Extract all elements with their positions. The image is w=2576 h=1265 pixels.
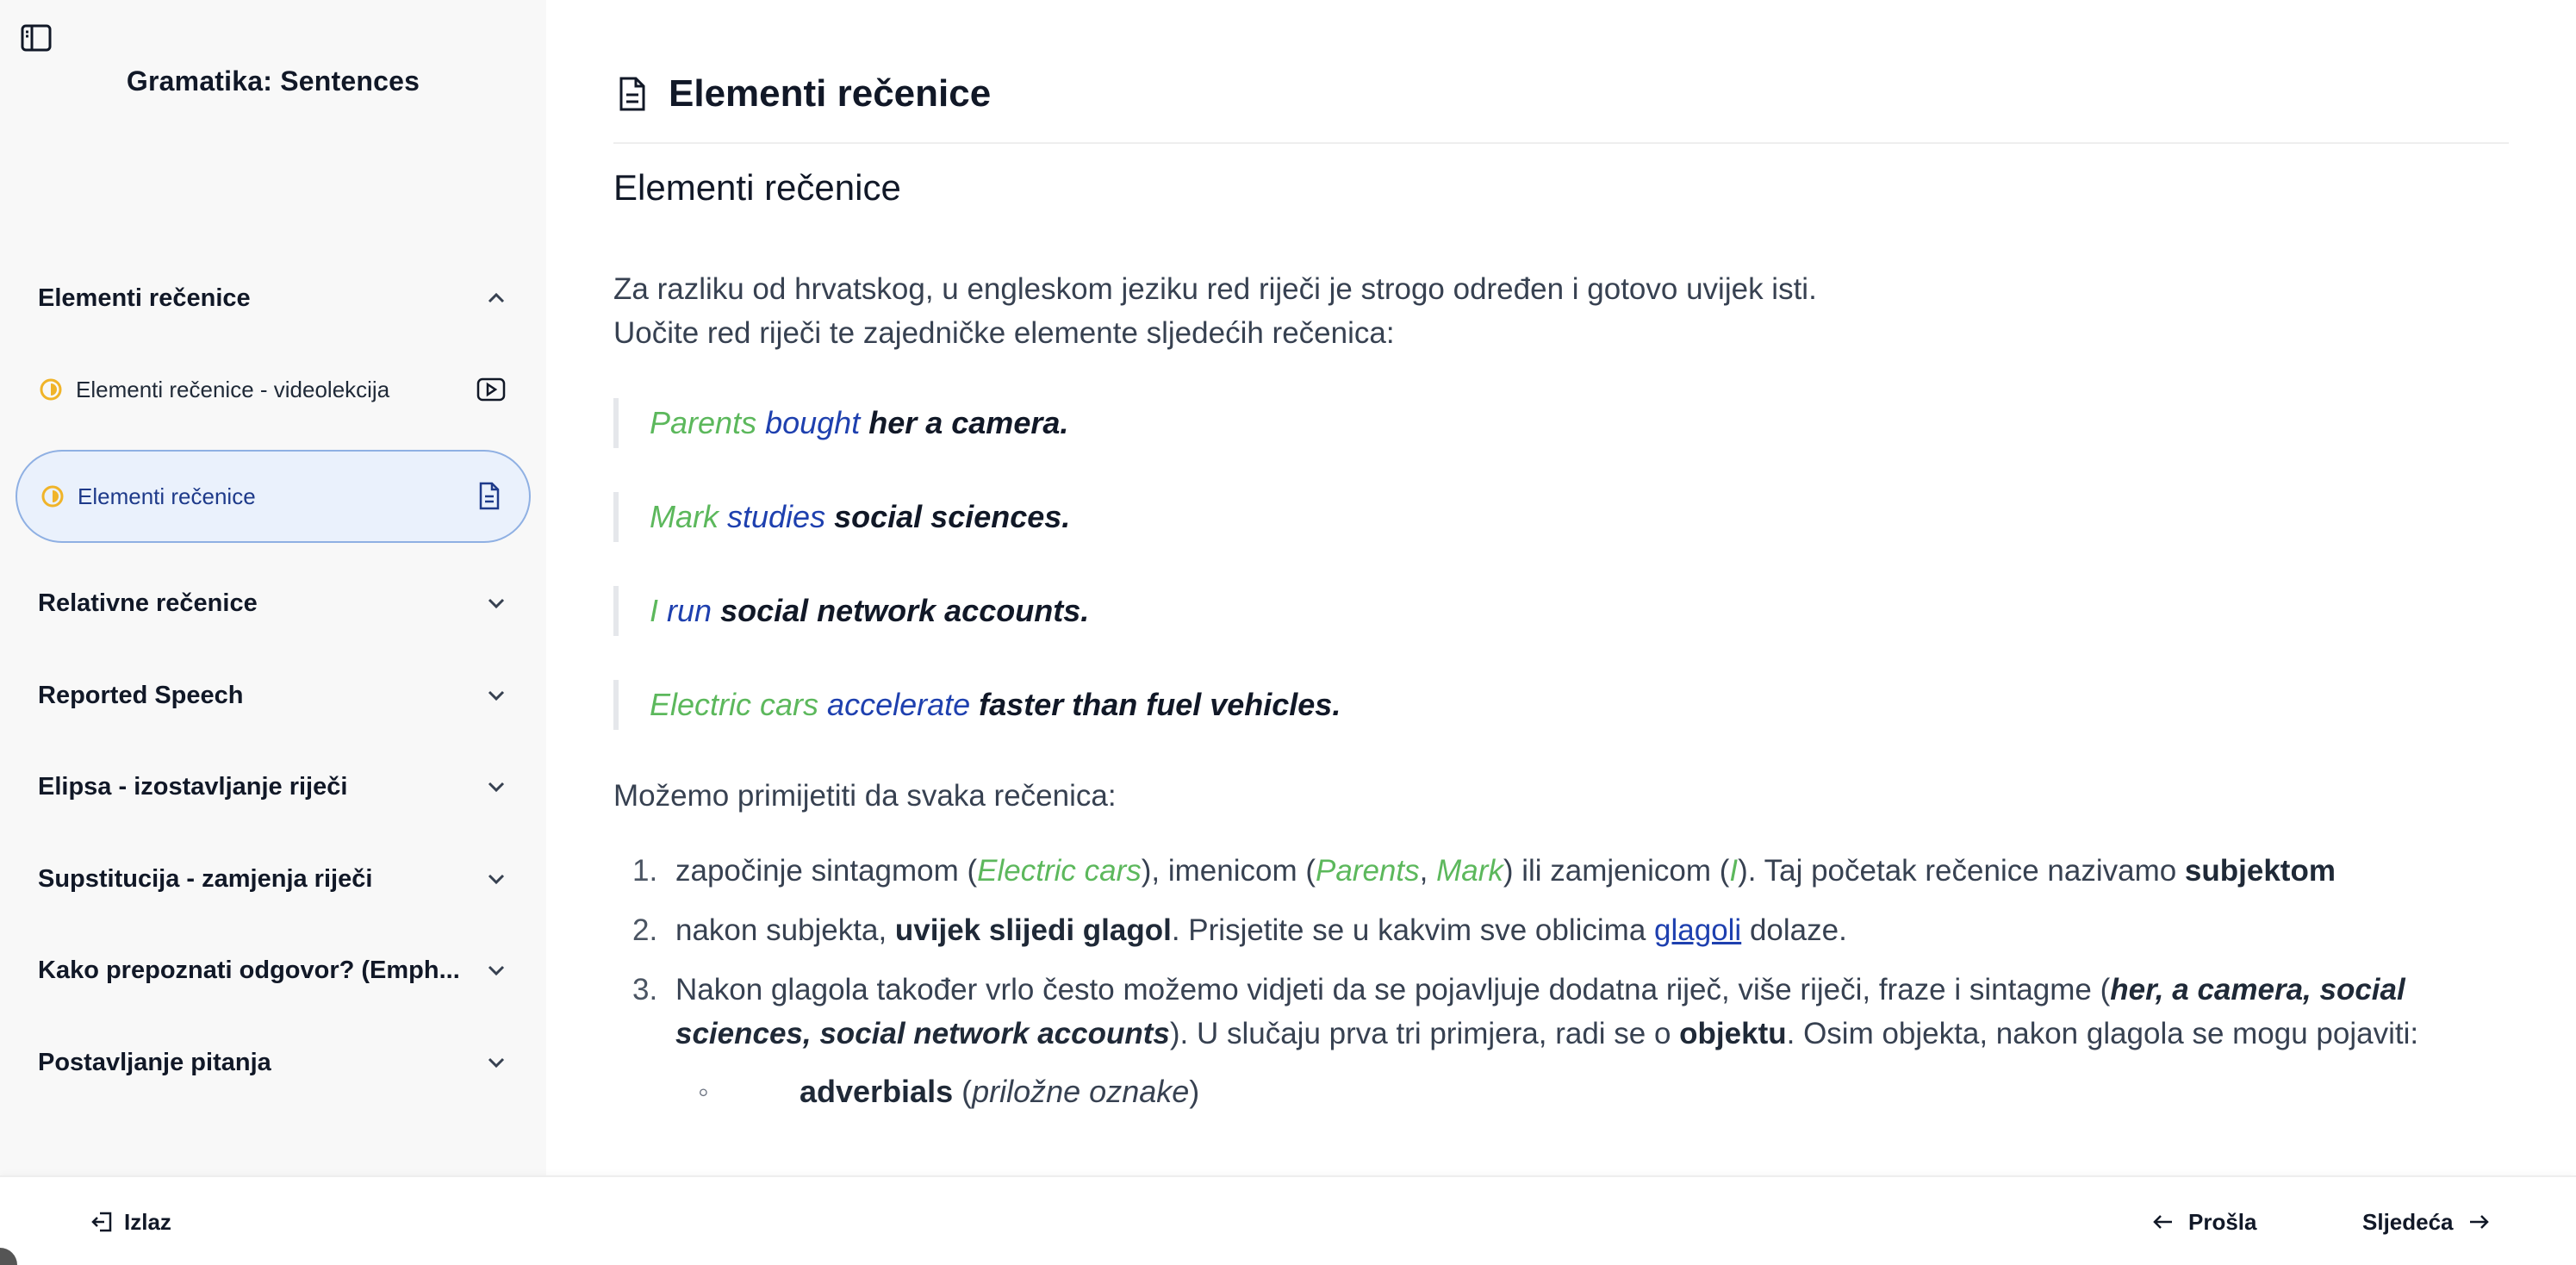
example-subject: I	[650, 593, 659, 628]
chevron-down-icon	[484, 867, 508, 891]
sidebar-section-elementi-recenice[interactable]	[38, 272, 508, 324]
example-verb: accelerate	[827, 687, 971, 722]
example-sentence	[613, 398, 2509, 448]
example-highlight: Electric cars	[977, 854, 1142, 888]
chevron-down-icon	[484, 775, 508, 799]
footer-bar	[0, 1175, 2576, 1265]
arrow-right-icon	[2466, 1209, 2492, 1235]
article-heading: Elementi rečenice	[613, 167, 901, 208]
example-highlight: Mark	[1436, 854, 1503, 888]
progress-half-icon	[38, 377, 64, 402]
key-term: adverbials	[800, 1074, 954, 1109]
section-label: Elipsa - izostavljanje riječi	[38, 772, 348, 801]
sidebar-section-supstitucija[interactable]	[38, 853, 508, 905]
chevron-down-icon	[484, 683, 508, 707]
example-sentence	[613, 586, 2509, 636]
text: ). Taj početak rečenice nazivamo	[1738, 854, 2185, 888]
section-label: Supstitucija - zamjenja riječi	[38, 864, 373, 893]
text: ,	[1419, 854, 1437, 888]
example-end: .	[1080, 593, 1090, 628]
exit-button[interactable]	[90, 1201, 171, 1243]
example-sentence	[613, 680, 2509, 730]
next-label: Sljedeća	[2362, 1208, 2454, 1235]
page-header	[613, 72, 991, 115]
example-rest: social network accounts	[720, 593, 1081, 628]
text: dolaze.	[1741, 913, 1847, 947]
section-label: Kako prepoznati odgovor? (Emph...	[38, 956, 460, 984]
intro-line: Za razliku od hrvatskog, u engleskom jeziku red riječi je strogo određen i gotovo uvijek isti.	[613, 272, 1817, 306]
next-button[interactable]	[2362, 1201, 2492, 1243]
example-highlight: I	[1729, 854, 1739, 888]
intro-line: Uočite red riječi te zajedničke elemente sljedećih rečenica:	[613, 316, 1395, 350]
key-term: uvijek slijedi glagol	[894, 913, 1172, 947]
main-content	[546, 0, 2576, 1175]
example-subject: Parents	[650, 405, 757, 440]
lesson-label: Elementi rečenice	[78, 483, 256, 509]
list-item	[613, 908, 2509, 952]
example-verb: run	[667, 593, 712, 628]
glagoli-link[interactable]: glagoli	[1654, 913, 1742, 947]
example-rest: social sciences	[834, 499, 1062, 534]
example-highlight: her, a camera, social sciences, social network accounts	[675, 973, 2405, 1050]
key-term: objektu	[1679, 1017, 1787, 1050]
example-rest: her a camera	[868, 405, 1061, 440]
chevron-down-icon	[484, 958, 508, 982]
sidebar-section-postavljanje-pitanja[interactable]	[38, 1037, 508, 1088]
list-item	[613, 849, 2509, 893]
document-icon	[472, 479, 507, 514]
observation-text: Možemo primijetiti da svaka rečenica:	[613, 779, 1117, 813]
example-end: .	[1060, 405, 1069, 440]
chevron-down-icon	[484, 1050, 508, 1075]
example-end: .	[1061, 499, 1071, 534]
text: Nakon glagola također vrlo često možemo vidjeti da se pojavljuje dodatna riječ, više riječi, fraze i sintagme (	[675, 973, 2111, 1006]
sidebar-section-elipsa[interactable]	[38, 761, 508, 813]
text: . Osim objekta, nakon glagola se mogu pojaviti:	[1786, 1017, 2419, 1050]
section-label: Reported Speech	[38, 681, 244, 709]
section-label: Relativne rečenice	[38, 589, 258, 617]
list-number: 3.	[632, 973, 658, 1006]
text: )	[1189, 1074, 1200, 1109]
example-highlight: Parents	[1316, 854, 1420, 888]
section-label: Elementi rečenice	[38, 284, 251, 312]
progress-half-icon	[40, 483, 65, 509]
example-verb: studies	[727, 499, 826, 534]
sidebar-section-relativne-recenice[interactable]	[38, 577, 508, 629]
observation-list	[613, 849, 2509, 1113]
video-icon	[474, 372, 508, 407]
text: započinje sintagmom (	[675, 854, 978, 888]
previous-button[interactable]	[2150, 1201, 2257, 1243]
list-number: 2.	[632, 913, 658, 947]
exit-label: Izlaz	[124, 1208, 171, 1235]
example-sentence	[613, 492, 2509, 542]
text: ). U slučaju prva tri primjera, radi se o	[1169, 1017, 1680, 1050]
text: nakon subjekta,	[675, 913, 895, 947]
chevron-down-icon	[484, 591, 508, 615]
example-verb: bought	[765, 405, 861, 440]
document-icon	[613, 75, 651, 113]
sub-list	[675, 1069, 2509, 1113]
previous-label: Prošla	[2188, 1208, 2257, 1235]
key-term: subjektom	[2184, 854, 2336, 888]
lesson-label: Elementi rečenice - videolekcija	[76, 376, 390, 402]
example-subject: Electric cars	[650, 687, 819, 722]
lesson-article	[613, 160, 2509, 1129]
example-subject: Mark	[650, 499, 719, 534]
list-number: 1.	[632, 854, 658, 888]
list-item	[613, 968, 2509, 1113]
arrow-left-icon	[2150, 1209, 2176, 1235]
section-label: Postavljanje pitanja	[38, 1048, 271, 1076]
lesson-item-elementi-recenice[interactable]	[16, 450, 531, 543]
exit-icon	[90, 1209, 115, 1235]
sidebar	[0, 0, 546, 1175]
chevron-up-icon	[484, 286, 508, 310]
intro-text	[613, 267, 2509, 355]
example-end: .	[1332, 687, 1341, 722]
lesson-item-videolekcija[interactable]	[16, 343, 531, 436]
term-translation: priložne oznake	[972, 1074, 1190, 1109]
sidebar-toggle-icon[interactable]	[19, 21, 53, 55]
sub-list-item	[737, 1069, 2509, 1113]
divider	[613, 142, 2509, 144]
sidebar-section-reported-speech[interactable]	[38, 670, 508, 721]
text: . Prisjetite se u kakvim sve oblicima	[1171, 913, 1655, 947]
example-rest: faster than fuel vehicles	[979, 687, 1333, 722]
text: (	[953, 1074, 973, 1109]
course-title: Gramatika: Sentences	[126, 65, 420, 97]
text: ) ili zamjenicom (	[1503, 854, 1730, 888]
text: ), imenicom (	[1141, 854, 1316, 888]
sidebar-section-kako-prepoznati-odgovor[interactable]	[38, 944, 508, 996]
page-title: Elementi rečenice	[669, 72, 992, 115]
